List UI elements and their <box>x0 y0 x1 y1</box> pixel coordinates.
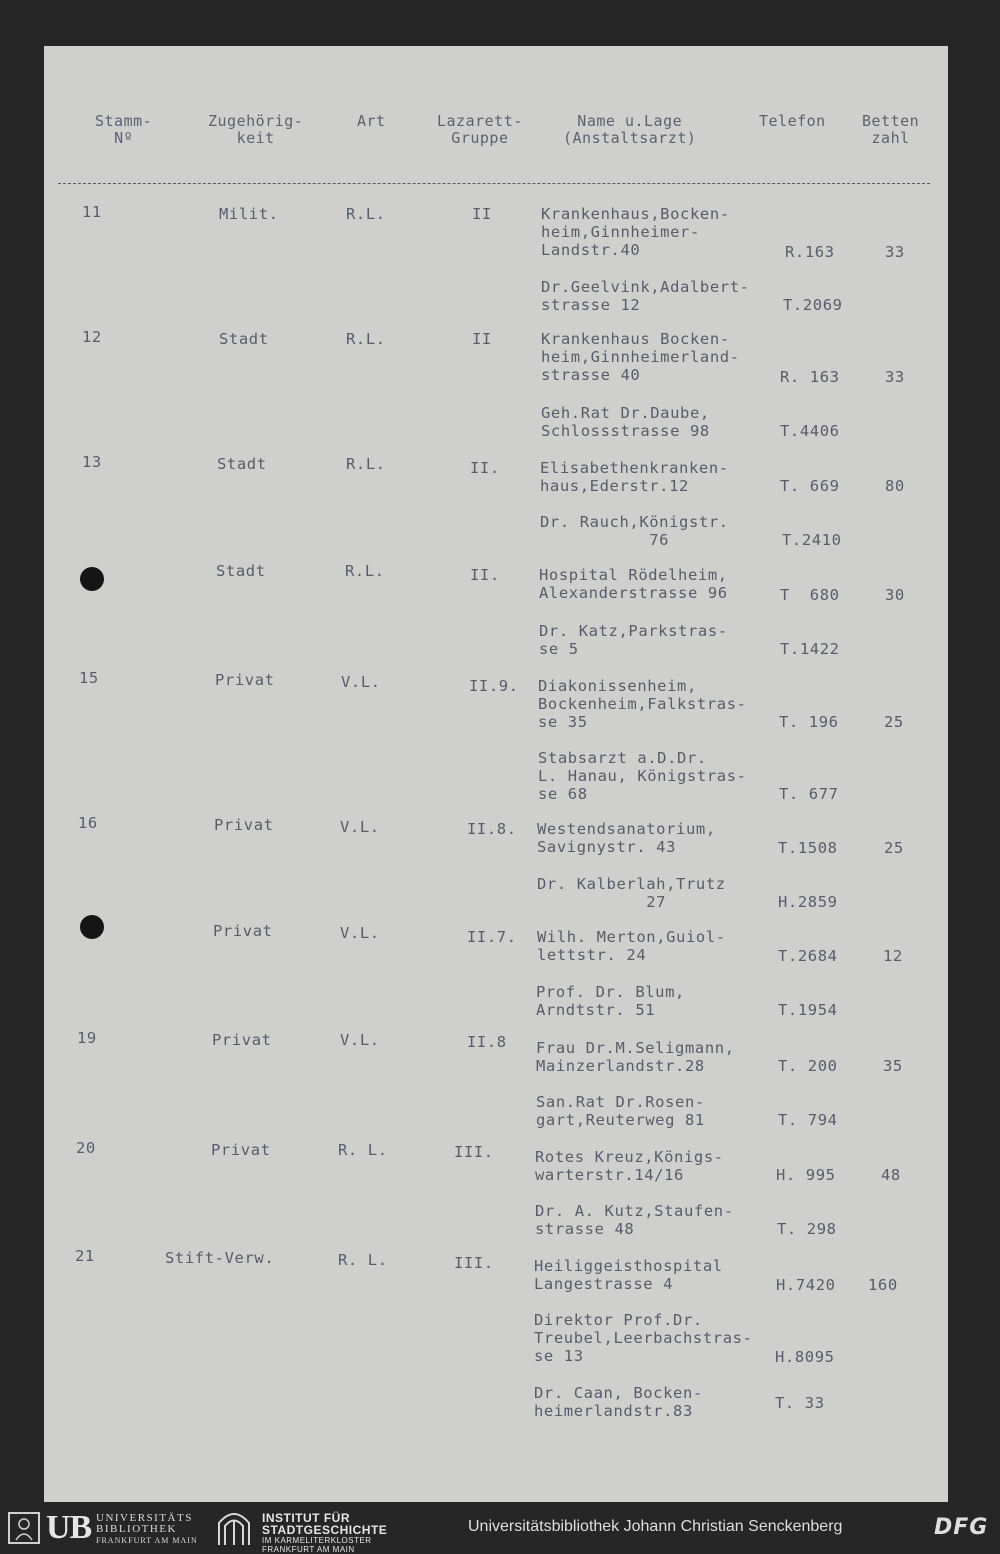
institute-line-2: STADTGESCHICHTE <box>262 1523 388 1537</box>
row-zugehoerigkeit: Privat <box>213 922 273 940</box>
ub-emblem-icon <box>8 1512 40 1544</box>
row-zugehoerigkeit: Privat <box>211 1141 271 1159</box>
punch-hole <box>80 567 104 591</box>
row-arzt-telefon: H.8095 <box>775 1348 835 1366</box>
header-zugehoerigkeit: Zugehörig- keit <box>208 112 304 147</box>
row-betten: 80 <box>885 477 905 495</box>
row-telefon: R.163 <box>785 243 835 261</box>
row-nr: 20 <box>76 1139 96 1157</box>
row-betten: 25 <box>884 713 904 731</box>
header-betten: Betten zahl <box>862 112 920 147</box>
row-art: V.L. <box>340 818 380 836</box>
dfg-logo[interactable]: DFG <box>934 1515 989 1540</box>
row-arzt: Direktor Prof.Dr. Treubel,Leerbachstras- se 13 <box>534 1311 753 1365</box>
row-name: Heiliggeisthospital Langestrasse 4 <box>534 1257 723 1293</box>
row-arzt: Stabsarzt a.D.Dr. L. Hanau, Königstras- se 68 <box>538 749 747 803</box>
ub-line-2: BIBLIOTHEK <box>96 1523 177 1535</box>
row-nr: 11 <box>82 203 102 221</box>
row-arzt: Dr. Caan, Bocken- heimerlandstr.83 <box>534 1384 703 1420</box>
row-telefon: H. 995 <box>776 1166 836 1184</box>
row-betten: 35 <box>883 1057 903 1075</box>
row-gruppe: II.7. <box>467 928 517 946</box>
footer-bar <box>0 1503 1000 1553</box>
row-arzt-telefon: T.2069 <box>783 296 843 314</box>
row-betten: 33 <box>885 368 905 386</box>
row-telefon: R. 163 <box>780 368 840 386</box>
header-art: Art <box>357 112 386 130</box>
row-zugehoerigkeit: Milit. <box>219 205 279 223</box>
row-art: V.L. <box>340 1031 380 1049</box>
punch-hole <box>80 915 104 939</box>
row-zugehoerigkeit: Stift-Verw. <box>165 1249 275 1267</box>
row-nr: 13 <box>82 453 102 471</box>
row-name: Rotes Kreuz,Königs- warterstr.14/16 <box>535 1148 724 1184</box>
row-art: R. L. <box>338 1251 388 1269</box>
ub-logo-text[interactable] <box>96 1513 198 1546</box>
header-lazarett: Lazarett- Gruppe <box>437 112 523 147</box>
row-zugehoerigkeit: Stadt <box>216 562 266 580</box>
institute-line-3: IM KARMELITERKLOSTER <box>262 1536 372 1545</box>
row-gruppe: II. <box>470 459 500 477</box>
row-name: Frau Dr.M.Seligmann, Mainzerlandstr.28 <box>536 1039 735 1075</box>
row-betten: 25 <box>884 839 904 857</box>
row-art: R. L. <box>338 1141 388 1159</box>
row-zugehoerigkeit: Privat <box>212 1031 272 1049</box>
row-zugehoerigkeit: Privat <box>215 671 275 689</box>
row-arzt: Dr. Katz,Parkstras- se 5 <box>539 622 728 658</box>
header-stamm: Stamm- Nº <box>95 112 153 147</box>
row-name: Wilh. Merton,Guiol- lettstr. 24 <box>537 928 726 964</box>
row-name: Hospital Rödelheim, Alexanderstrasse 96 <box>539 566 728 602</box>
row-gruppe: III. <box>454 1254 494 1272</box>
row-betten: 33 <box>885 243 905 261</box>
row-nr: 16 <box>78 814 98 832</box>
row-arzt: Dr.Geelvink,Adalbert- strasse 12 <box>541 278 750 314</box>
row-telefon: T.1508 <box>778 839 838 857</box>
row-betten: 48 <box>881 1166 901 1184</box>
row-art: R.L. <box>346 205 386 223</box>
row-telefon: T. 196 <box>779 713 839 731</box>
row-zugehoerigkeit: Stadt <box>219 330 269 348</box>
library-credit: Universitätsbibliothek Johann Christian Senckenberg <box>468 1518 843 1535</box>
row-gruppe: II <box>472 330 492 348</box>
row-gruppe: III. <box>454 1143 494 1161</box>
row-arzt-telefon: T.2410 <box>782 531 842 549</box>
row-nr: 19 <box>77 1029 97 1047</box>
row-name: Diakonissenheim, Bockenheim,Falkstras- se 35 <box>538 677 747 731</box>
institute-line-1: INSTITUT FÜR <box>262 1511 350 1525</box>
row-name: Westendsanatorium, Savignystr. 43 <box>537 820 716 856</box>
row-telefon: T. 669 <box>780 477 840 495</box>
row-telefon: T 680 <box>780 586 840 604</box>
row-gruppe: II.8. <box>467 820 517 838</box>
row-gruppe: II.8 <box>467 1033 507 1051</box>
row-name: Elisabethenkranken- haus,Ederstr.12 <box>540 459 729 495</box>
row-nr: 12 <box>82 328 102 346</box>
row-gruppe: II <box>472 205 492 223</box>
row-telefon: H.7420 <box>776 1276 836 1294</box>
header-telefon: Telefon <box>759 112 826 130</box>
row-arzt-telefon: T.1954 <box>778 1001 838 1019</box>
row-arzt: Dr. Rauch,Königstr. 76 <box>540 513 729 549</box>
row-art: R.L. <box>346 330 386 348</box>
row-arzt-telefon: H.2859 <box>778 893 838 911</box>
row-arzt: Dr. Kalberlah,Trutz 27 <box>537 875 726 911</box>
row-art: R.L. <box>346 455 386 473</box>
row-arzt: Prof. Dr. Blum, Arndtstr. 51 <box>536 983 685 1019</box>
ub-line-1: UNIVERSITÄTS <box>96 1512 193 1524</box>
institute-arch-icon <box>216 1511 252 1545</box>
row-arzt: Geh.Rat Dr.Daube, Schlossstrasse 98 <box>541 404 710 440</box>
row-zugehoerigkeit: Stadt <box>217 455 267 473</box>
row-betten: 160 <box>868 1276 898 1294</box>
row-art: V.L. <box>340 924 380 942</box>
row-art: R.L. <box>345 562 385 580</box>
institute-line-4: FRANKFURT AM MAIN <box>262 1545 355 1554</box>
row-arzt-telefon: T.1422 <box>780 640 840 658</box>
row-gruppe: II. <box>470 566 500 584</box>
row-arzt-telefon: T. 33 <box>775 1394 825 1412</box>
row-arzt-telefon: T. 298 <box>777 1220 837 1238</box>
row-name: Krankenhaus,Bocken- heim,Ginnheimer- Landstr.40 <box>541 205 730 259</box>
ub-line-3: FRANKFURT AM MAIN <box>96 1536 198 1545</box>
row-arzt-telefon: T. 794 <box>778 1111 838 1129</box>
row-arzt-telefon: T.4406 <box>780 422 840 440</box>
row-art: V.L. <box>341 673 381 691</box>
row-arzt-telefon: T. 677 <box>779 785 839 803</box>
row-name: Krankenhaus Bocken- heim,Ginnheimerland- strasse 40 <box>541 330 740 384</box>
row-zugehoerigkeit: Privat <box>214 816 274 834</box>
institute-logo-text[interactable] <box>262 1512 387 1554</box>
ub-logo[interactable]: UB <box>46 1509 92 1546</box>
header-divider <box>58 183 930 184</box>
row-arzt: Dr. A. Kutz,Staufen- strasse 48 <box>535 1202 734 1238</box>
row-betten: 30 <box>885 586 905 604</box>
row-telefon: T.2684 <box>778 947 838 965</box>
row-nr: 15 <box>79 669 99 687</box>
header-name: Name u.Lage (Anstaltsarzt) <box>563 112 697 147</box>
row-gruppe: II.9. <box>469 677 519 695</box>
row-telefon: T. 200 <box>778 1057 838 1075</box>
row-nr: 21 <box>75 1247 95 1265</box>
row-arzt: San.Rat Dr.Rosen- gart,Reuterweg 81 <box>536 1093 705 1129</box>
row-betten: 12 <box>883 947 903 965</box>
